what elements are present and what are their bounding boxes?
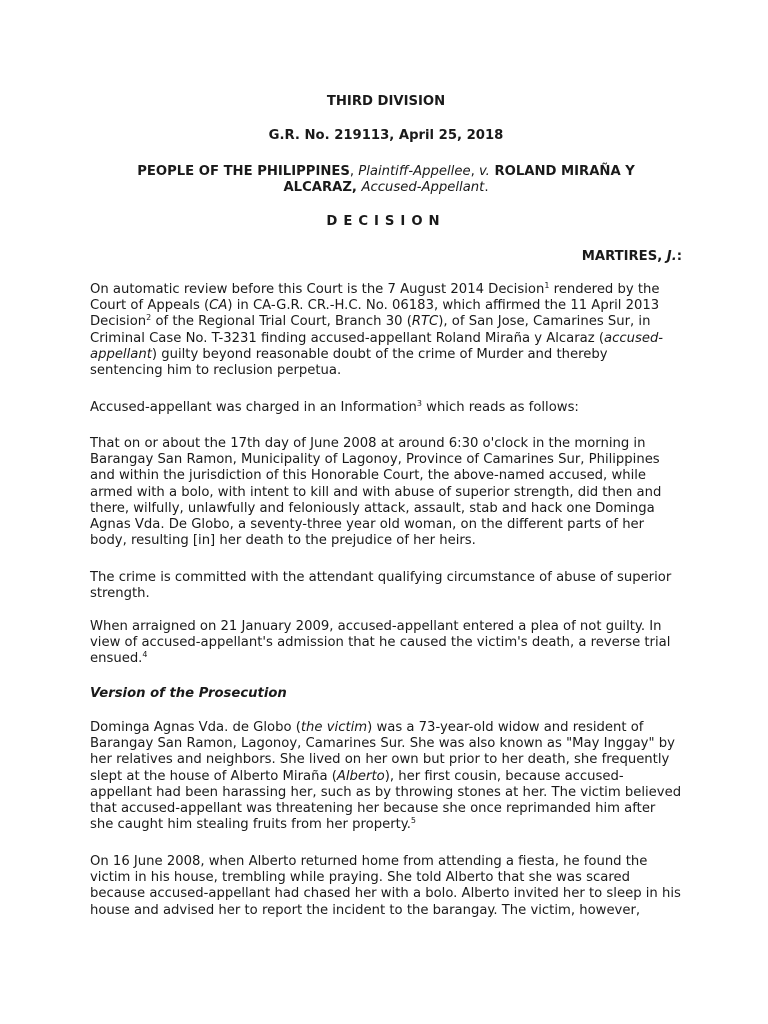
- footnote-ref-4[interactable]: 4: [142, 650, 148, 660]
- paragraph-3-information: That on or about the 17th day of June 2008 at around 6:30 o'clock in the morning in Barangay San Ramon, Municipality of Lagonoy, Province of Camarines Sur, Philippines and within the jurisdiction of this Honorable Court, the above-named accused, while armed with a bolo, with intent to kill and with abuse of superior strength, did then and there, wilfully, unlawfully and feloniously attack, assault, stab and hack one Dominga Agnas Vda. De Globo, a seventy-three year old woman, on the different parts of her body, resulting [in] her death to the prejudice of her heirs.: [90, 436, 662, 549]
- p1-text-a: On automatic review before this Court is the 7 August 2014 Decision: [90, 282, 545, 297]
- versus: v.: [478, 164, 490, 179]
- decision-title: DECISION: [326, 214, 446, 229]
- division-heading: THIRD DIVISION: [326, 94, 446, 109]
- paragraph-7: On 16 June 2008, when Alberto returned home from attending a fiesta, he found the victim in his house, trembling while praying. She told Alberto that she was scared because accused-appellant had chased her with a bolo. Alberto invited her to sleep in his house and advised her to report the incident to the barangay. The victim, however,: [90, 854, 681, 918]
- case-parties: PEOPLE OF THE PHILIPPINES, Plaintiff-Appellee, v. ROLAND MIRAÑA Y ALCARAZ, Accused-Appellant.: [137, 164, 635, 196]
- accused-name-line1: ROLAND MIRAÑA Y: [494, 164, 635, 179]
- footnote-ref-1[interactable]: 1: [544, 281, 550, 290]
- p5-text: When arraigned on 21 January 2009, accused-appellant entered a plea of not guilty. In view of accused-appellant's admission that he caused the victim's death, a reverse trial ensued.: [90, 619, 671, 667]
- paragraph-4: The crime is committed with the attendant qualifying circumstance of abuse of superior strength.: [90, 570, 672, 602]
- p1-text-d: of the Regional Trial Court, Branch 30 (: [151, 314, 412, 330]
- p6-alberto: Alberto: [336, 768, 385, 784]
- p2-text-b: which reads as follows:: [421, 400, 579, 415]
- paragraph-2: [90, 400, 682, 416]
- p1-accused-appellant: accused-appellant: [90, 330, 664, 362]
- p6-text-a: Dominga Agnas Vda. de Globo (: [90, 720, 301, 735]
- ponente: MARTIRES, J.:: [581, 249, 682, 264]
- p1-rtc: RTC: [411, 314, 439, 330]
- p6-text-b: ) was a 73-year-old widow and resident of Barangay San Ramon, Lagonoy, Camarines Sur. She was also known as "May Inggay" by her relatives and neighbors. She lived on her own but prior to her death, she frequently slept at the house of Alberto Miraña (: [90, 720, 675, 784]
- accused-role: Accused-Appellant: [361, 180, 485, 196]
- p1-text-f: ) guilty beyond reasonable doubt of the crime of Murder and thereby sentencing him to reclusion perpetua.: [90, 346, 608, 379]
- footnote-ref-5[interactable]: 5: [410, 816, 417, 826]
- accused-name-line2: ALCARAZ,: [283, 180, 357, 196]
- p1-text-c: ) in CA-G.R. CR.-H.C. No. 06183, which affirmed the 11 April 2013 Decision: [90, 298, 660, 330]
- ponente-name: MARTIRES,: [581, 249, 663, 264]
- case-number: G.R. No. 219113, April 25, 2018: [268, 128, 504, 143]
- p2-text-a: Accused-appellant was charged in an Information: [90, 400, 417, 415]
- p1-text-e: ), of San Jose, Camarines Sur, in Criminal Case No. T-3231 finding accused-appellant Roland Miraña y Alcaraz (: [90, 314, 651, 346]
- paragraph-1: [90, 282, 682, 379]
- p1-ca: CA: [209, 298, 228, 314]
- p6-text-c: ), her first cousin, because accused-appellant had been harassing her, such as by throwing stones at her. The victim believed that accused-appellant was threatening her because she once reprimanded him after she caught him stealing fruits from her property.: [90, 768, 682, 833]
- footnote-ref-2[interactable]: 2: [146, 313, 152, 323]
- ponente-suffix: J.: [666, 249, 677, 264]
- section-heading-prosecution: Version of the Prosecution: [90, 686, 287, 701]
- footnote-ref-3[interactable]: 3: [416, 399, 422, 408]
- paragraph-6: [90, 720, 682, 833]
- plaintiff-name: PEOPLE OF THE PHILIPPINES: [137, 164, 350, 179]
- plaintiff-role: Plaintiff-Appellee: [358, 164, 471, 179]
- p1-text-b: rendered by the Court of Appeals (: [90, 282, 660, 314]
- paragraph-5: [90, 619, 682, 668]
- p6-victim: the victim: [300, 720, 368, 735]
